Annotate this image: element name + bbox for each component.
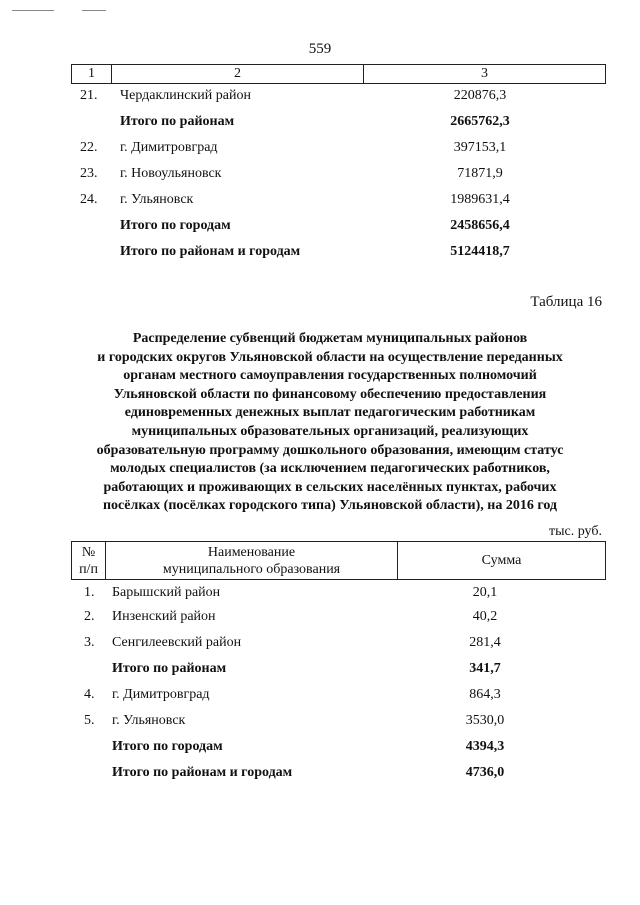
header-num-line1: № xyxy=(81,545,96,560)
row-number: 5. xyxy=(84,713,95,728)
table1-header xyxy=(71,64,606,84)
row-value: 1989631,4 xyxy=(450,192,510,207)
page-number: 559 xyxy=(308,41,332,57)
row-name: Итого по районам и городам xyxy=(112,765,293,780)
title-line: образовательную программу дошкольного образования, имеющим статус xyxy=(96,442,564,458)
row-name: г. Новоульяновск xyxy=(120,166,222,181)
row-number: 1. xyxy=(84,585,95,600)
row-value: 4736,0 xyxy=(465,765,505,780)
row-value: 3530,0 xyxy=(465,713,505,728)
table-row xyxy=(0,684,640,706)
row-number: 24. xyxy=(80,192,98,207)
row-name: Барышский район xyxy=(112,585,221,600)
table-row xyxy=(0,138,640,158)
table-row xyxy=(0,216,640,236)
row-number: 22. xyxy=(80,140,98,155)
row-name: Итого по районам xyxy=(112,661,227,676)
header-num-cell xyxy=(72,544,105,578)
row-value: 2665762,3 xyxy=(450,114,510,129)
row-name: Чердаклинский район xyxy=(120,88,251,103)
title-line: единовременных денежных выплат педагогическим работникам xyxy=(124,405,536,421)
row-name: Сенгилеевский район xyxy=(112,635,242,650)
row-number: 3. xyxy=(84,635,95,650)
row-name: г. Ульяновск xyxy=(112,713,186,728)
row-number: 23. xyxy=(80,166,98,181)
title-line: Ульяновской области по финансовому обеспечению предоставления xyxy=(113,386,547,402)
row-value: 281,4 xyxy=(469,635,501,650)
title-line: молодых специалистов (за исключением педагогических работников, xyxy=(110,461,550,477)
table-row xyxy=(0,762,640,784)
title-line: работающих и проживающих в сельских населённых пунктах, рабочих xyxy=(103,479,557,495)
table1-header-col1: 1 xyxy=(88,66,95,81)
table-label: Таблица 16 xyxy=(530,294,602,310)
row-value: 341,7 xyxy=(469,661,501,676)
scan-line-right xyxy=(82,10,106,11)
row-value: 40,2 xyxy=(472,609,498,624)
title-line: органам местного самоуправления государственных полномочий xyxy=(123,368,537,384)
table-row xyxy=(0,710,640,732)
row-name: Итого по районам xyxy=(120,114,235,129)
row-value: 4394,3 xyxy=(465,739,505,754)
table-row xyxy=(0,112,640,132)
table2-header xyxy=(71,541,606,580)
row-value: 864,3 xyxy=(469,687,501,702)
scan-line-left xyxy=(12,10,54,11)
unit-label: тыс. руб. xyxy=(549,524,602,539)
title-line: и городских округов Ульяновской области на осуществление переданных xyxy=(97,349,563,365)
row-name: г. Ульяновск xyxy=(120,192,194,207)
table-row xyxy=(0,164,640,184)
title-line: посёлках (посёлках городского типа) Ульяновской области), на 2016 год xyxy=(102,498,558,514)
title-line: муниципальных образовательных организаций, реализующих xyxy=(131,423,529,439)
header-sum-cell: Сумма xyxy=(481,553,522,568)
row-value: 71871,9 xyxy=(457,166,503,181)
table1-header-col2: 2 xyxy=(234,66,241,81)
row-number: 2. xyxy=(84,609,95,624)
row-name: Итого по городам xyxy=(120,218,231,233)
table-row xyxy=(0,736,640,758)
table-title xyxy=(60,330,600,516)
row-value: 220876,3 xyxy=(453,88,507,103)
row-value: 2458656,4 xyxy=(450,218,510,233)
row-value: 20,1 xyxy=(472,585,498,600)
row-number: 21. xyxy=(80,88,98,103)
row-name: г. Димитровград xyxy=(112,687,210,702)
table-row xyxy=(0,606,640,628)
header-name-line1: Наименование xyxy=(207,545,296,560)
row-number: 4. xyxy=(84,687,95,702)
row-name: Итого по городам xyxy=(112,739,223,754)
title-line: Распределение субвенций бюджетам муниципальных районов xyxy=(132,331,528,346)
table-row xyxy=(0,242,640,262)
table-row xyxy=(0,190,640,210)
header-name-line2: муниципального образования xyxy=(162,562,341,577)
row-name: Итого по районам и городам xyxy=(120,244,301,259)
row-value: 5124418,7 xyxy=(450,244,510,259)
row-name: Инзенский район xyxy=(112,609,216,624)
row-name: г. Димитровград xyxy=(120,140,218,155)
table1-header-col3: 3 xyxy=(481,66,488,81)
table-row xyxy=(0,658,640,680)
row-value: 397153,1 xyxy=(453,140,507,155)
header-num-line2: п/п xyxy=(79,562,98,577)
table-row xyxy=(0,582,640,604)
table-row xyxy=(0,86,640,106)
header-name-cell xyxy=(106,544,397,578)
table-row xyxy=(0,632,640,654)
